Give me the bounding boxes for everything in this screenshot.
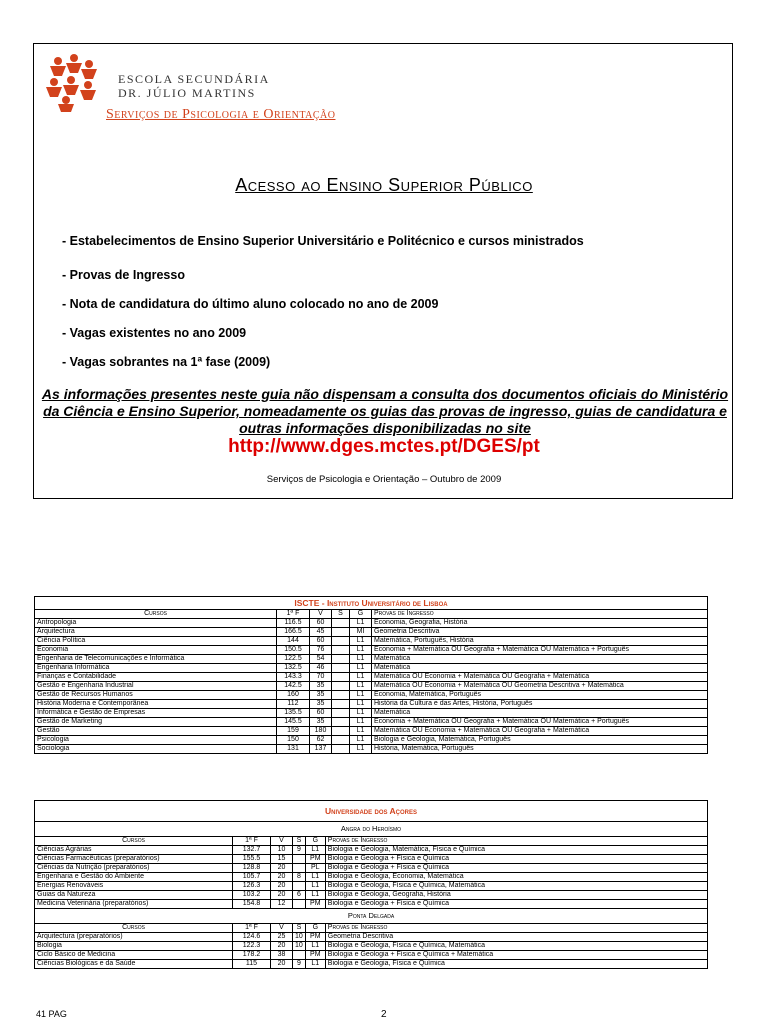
header-v: V (271, 924, 293, 933)
grau: L1 (350, 682, 372, 691)
table-row (35, 882, 708, 891)
header-v: V (271, 837, 293, 846)
table-row (35, 891, 708, 900)
vagas: 180 (310, 727, 332, 736)
provas: Biologia e Geologia + Física e Química + Matemática (325, 951, 707, 960)
grau: PM (305, 855, 325, 864)
vagas: 35 (310, 718, 332, 727)
vagas: 20 (271, 960, 293, 969)
campus-heading: Angra do Heroísmo (35, 822, 708, 837)
header-g: G (305, 924, 325, 933)
grau: L1 (350, 664, 372, 673)
nota-1f: 131 (277, 745, 310, 754)
provas: Biologia e Geologia, Economia, Matemática (325, 873, 707, 882)
table-row (35, 709, 708, 718)
grau: PM (305, 951, 325, 960)
grau: L1 (350, 718, 372, 727)
nota-1f: 122.5 (277, 655, 310, 664)
disclaimer-text: As informações presentes neste guia não dispensam a consulta dos documentos oficiais do Ministério da Ciência e Ensino Superior, nomeadamente os guias das provas de ingresso, guias de candidatura e outras informações disponibilizadas no site (41, 386, 729, 436)
provas: Biologia e Geologia, Geografia, História (325, 891, 707, 900)
table-row (35, 673, 708, 682)
vagas: 10 (271, 846, 293, 855)
provas: Matemática OU Economia + Matemática OU Geometria Descritiva + Matemática (372, 682, 708, 691)
sobrantes (332, 637, 350, 646)
grau: MI (350, 628, 372, 637)
sobrantes (293, 864, 306, 873)
vagas: 46 (310, 664, 332, 673)
sobrantes: 10 (293, 942, 306, 951)
table-row (35, 664, 708, 673)
provas: Matemática (372, 655, 708, 664)
nota-1f: 115 (233, 960, 271, 969)
table-header-row (35, 924, 708, 933)
grau: L1 (350, 709, 372, 718)
table-row (35, 900, 708, 909)
table-row (35, 960, 708, 969)
grau: L1 (305, 891, 325, 900)
header-f: 1ª F (233, 924, 271, 933)
nota-1f: 126.3 (233, 882, 271, 891)
course-name: Arquitectura (preparatórios) (35, 933, 233, 942)
topic-item: - Estabelecimentos de Ensino Superior Universitário e Politécnico e cursos ministrados (62, 234, 584, 248)
course-name: Ciências Agrárias (35, 846, 233, 855)
grau: PM (305, 933, 325, 942)
provas: Biologia e Geologia, Matemática, Física e Química (325, 846, 707, 855)
vagas: 15 (271, 855, 293, 864)
nota-1f: 132.5 (277, 664, 310, 673)
header-provas: Provas de Ingresso (325, 837, 707, 846)
vagas: 38 (271, 951, 293, 960)
nota-1f: 112 (277, 700, 310, 709)
nota-1f: 116.5 (277, 619, 310, 628)
provas: Matemática OU Economia + Matemática OU Geografia + Matemática (372, 727, 708, 736)
nota-1f: 145.5 (277, 718, 310, 727)
header-provas: Provas de Ingresso (372, 610, 708, 619)
grau: L1 (350, 619, 372, 628)
grau: PL (305, 864, 325, 873)
grau: L1 (350, 655, 372, 664)
nota-1f: 135.5 (277, 709, 310, 718)
provas: Biologia e Geologia, Física e Química (325, 960, 707, 969)
course-name: Ciclo Básico de Medicina (35, 951, 233, 960)
page-label: 41 PAG (36, 1009, 67, 1019)
school-name-line2: DR. JÚLIO MARTINS (118, 86, 256, 100)
grau: L1 (305, 873, 325, 882)
sobrantes (332, 691, 350, 700)
table-row (35, 682, 708, 691)
vagas: 35 (310, 700, 332, 709)
grau: L1 (350, 736, 372, 745)
table-row (35, 691, 708, 700)
course-name: Gestão (35, 727, 277, 736)
table-row (35, 718, 708, 727)
table-row (35, 864, 708, 873)
header-1f: 1ª F (277, 610, 310, 619)
sobrantes (332, 655, 350, 664)
provas: Economia + Matemática OU Geografia + Matemática OU Matemática + Português (372, 718, 708, 727)
sobrantes (332, 745, 350, 754)
nota-1f: 150 (277, 736, 310, 745)
sobrantes: 10 (293, 933, 306, 942)
vagas: 20 (271, 942, 293, 951)
table-row (35, 637, 708, 646)
header-s: S (293, 837, 306, 846)
header-cursos: Cursos (35, 610, 277, 619)
sobrantes: 9 (293, 960, 306, 969)
sobrantes (332, 682, 350, 691)
course-name: Ciências Biológicas e da Saúde (35, 960, 233, 969)
sobrantes (332, 709, 350, 718)
vagas: 25 (271, 933, 293, 942)
header-f: 1ª F (233, 837, 271, 846)
provas: Biologia e Geologia, Física e Química, Matemática (325, 882, 707, 891)
course-name: Arquitectura (35, 628, 277, 637)
provas: Biologia e Geologia, Matemática, Português (372, 736, 708, 745)
topic-item: - Vagas sobrantes na 1ª fase (2009) (62, 355, 271, 369)
grau: L1 (350, 727, 372, 736)
header-g: G (305, 837, 325, 846)
vagas: 20 (271, 873, 293, 882)
header-g: G (350, 610, 372, 619)
page-number: 2 (381, 1009, 387, 1020)
header-cursos: Cursos (35, 837, 233, 846)
table-header-row (35, 837, 708, 846)
table-row (35, 646, 708, 655)
course-name: Engenharia e Gestão do Ambiente (35, 873, 233, 882)
sobrantes (332, 727, 350, 736)
vagas: 45 (310, 628, 332, 637)
document-title: Acesso ao Ensino Superior Público (235, 175, 533, 195)
nota-1f: 124.6 (233, 933, 271, 942)
course-name: Economia (35, 646, 277, 655)
grau: L1 (350, 745, 372, 754)
nota-1f: 105.7 (233, 873, 271, 882)
grau: L1 (305, 882, 325, 891)
nota-1f: 159 (277, 727, 310, 736)
sobrantes (332, 673, 350, 682)
nota-1f: 143.3 (277, 673, 310, 682)
table-row (35, 628, 708, 637)
nota-1f: 142.5 (277, 682, 310, 691)
campus-heading: Ponta Delgada (35, 909, 708, 924)
vagas: 137 (310, 745, 332, 754)
header-cursos: Cursos (35, 924, 233, 933)
table-row (35, 933, 708, 942)
header-s: S (293, 924, 306, 933)
dges-link[interactable]: http://www.dges.mctes.pt/DGES/pt (228, 436, 540, 457)
service-name: Serviços de Psicologia e Orientação (106, 107, 336, 122)
vagas: 70 (310, 673, 332, 682)
grau: L1 (350, 673, 372, 682)
provas: Geometria Descritiva (372, 628, 708, 637)
table-row (35, 727, 708, 736)
table-row (35, 855, 708, 864)
course-name: Biologia (35, 942, 233, 951)
table-row (35, 745, 708, 754)
header-v: V (310, 610, 332, 619)
sobrantes (332, 619, 350, 628)
provas: Economia, Matemática, Português (372, 691, 708, 700)
provas: Matemática, Português, História (372, 637, 708, 646)
course-name: Gestão e Engenharia Industrial (35, 682, 277, 691)
nota-1f: 155.5 (233, 855, 271, 864)
sobrantes (293, 855, 306, 864)
grau: L1 (305, 942, 325, 951)
sobrantes (332, 628, 350, 637)
nota-1f: 166.5 (277, 628, 310, 637)
topic-item: - Vagas existentes no ano 2009 (62, 326, 247, 340)
provas: Matemática (372, 709, 708, 718)
nota-1f: 103.2 (233, 891, 271, 900)
nota-1f: 144 (277, 637, 310, 646)
sobrantes: 9 (293, 846, 306, 855)
table-row (35, 942, 708, 951)
course-name: Finanças e Contabilidade (35, 673, 277, 682)
provas: Biologia e Geologia + Física e Química (325, 900, 707, 909)
vagas: 62 (310, 736, 332, 745)
course-name: Ciências Farmacêuticas (preparatórios) (35, 855, 233, 864)
sobrantes (332, 700, 350, 709)
grau: L1 (350, 646, 372, 655)
nota-1f: 122.3 (233, 942, 271, 951)
vagas: 35 (310, 682, 332, 691)
course-name: Engenharia Informática (35, 664, 277, 673)
vagas: 76 (310, 646, 332, 655)
table-row (35, 655, 708, 664)
sobrantes (332, 664, 350, 673)
course-name: Psicologia (35, 736, 277, 745)
grau: L1 (350, 691, 372, 700)
nota-1f: 132.7 (233, 846, 271, 855)
provas: História da Cultura e das Artes, História, Português (372, 700, 708, 709)
grau: L1 (350, 700, 372, 709)
table-row (35, 700, 708, 709)
course-name: Energias Renováveis (35, 882, 233, 891)
provas: Matemática OU Economia + Matemática OU Geografia + Matemática (372, 673, 708, 682)
vagas: 20 (271, 891, 293, 900)
course-name: Antropologia (35, 619, 277, 628)
grau: PM (305, 900, 325, 909)
vagas: 60 (310, 709, 332, 718)
grau: L1 (350, 637, 372, 646)
sobrantes (332, 736, 350, 745)
vagas: 20 (271, 864, 293, 873)
vagas: 12 (271, 900, 293, 909)
vagas: 54 (310, 655, 332, 664)
course-name: Gestão de Marketing (35, 718, 277, 727)
table-row (35, 846, 708, 855)
provas: Geometria Descritiva (325, 933, 707, 942)
cover-footer: Serviços de Psicologia e Orientação – Outubro de 2009 (266, 474, 502, 485)
sobrantes (332, 718, 350, 727)
provas: Economia, Geografia, História (372, 619, 708, 628)
sobrantes: 6 (293, 891, 306, 900)
nota-1f: 128.8 (233, 864, 271, 873)
course-name: Gestão de Recursos Humanos (35, 691, 277, 700)
table-row (35, 951, 708, 960)
provas: Economia + Matemática OU Geografia + Matemática OU Matemática + Português (372, 646, 708, 655)
header-provas: Provas de Ingresso (325, 924, 707, 933)
course-name: Ciências da Nutrição (preparatórios) (35, 864, 233, 873)
course-name: Ciência Política (35, 637, 277, 646)
table-row (35, 873, 708, 882)
sobrantes (293, 882, 306, 891)
provas: História, Matemática, Português (372, 745, 708, 754)
table-header-row (35, 610, 708, 619)
nota-1f: 178.2 (233, 951, 271, 960)
acores-title: Universidade dos Açores (35, 801, 708, 822)
vagas: 20 (271, 882, 293, 891)
table-row (35, 619, 708, 628)
nota-1f: 154.8 (233, 900, 271, 909)
sobrantes (293, 900, 306, 909)
provas: Biologia e Geologia + Física e Química (325, 855, 707, 864)
grau: L1 (305, 960, 325, 969)
topic-item: - Nota de candidatura do último aluno colocado no ano de 2009 (62, 297, 439, 311)
iscte-title: ISCTE - Instituto Universitário de Lisboa (35, 597, 708, 610)
table-row (35, 736, 708, 745)
nota-1f: 150.5 (277, 646, 310, 655)
acores-table (34, 800, 708, 969)
provas: Biologia e Geologia, Física e Química, Matemática (325, 942, 707, 951)
course-name: Medicina Veterinária (preparatórios) (35, 900, 233, 909)
iscte-table (34, 596, 708, 754)
header-s: S (332, 610, 350, 619)
course-name: História Moderna e Contemporânea (35, 700, 277, 709)
vagas: 35 (310, 691, 332, 700)
topic-item: - Provas de Ingresso (62, 268, 185, 282)
provas: Biologia e Geologia + Física e Química (325, 864, 707, 873)
sobrantes: 8 (293, 873, 306, 882)
grau: L1 (305, 846, 325, 855)
course-name: Sociologia (35, 745, 277, 754)
course-name: Engenharia de Telecomunicações e Informática (35, 655, 277, 664)
nota-1f: 160 (277, 691, 310, 700)
course-name: Informática e Gestão de Empresas (35, 709, 277, 718)
course-name: Guias da Natureza (35, 891, 233, 900)
sobrantes (332, 646, 350, 655)
provas: Matemática (372, 664, 708, 673)
vagas: 60 (310, 637, 332, 646)
people-logo-icon (44, 52, 100, 112)
school-name-line1: ESCOLA SECUNDÁRIA (118, 72, 270, 86)
sobrantes (293, 951, 306, 960)
vagas: 60 (310, 619, 332, 628)
